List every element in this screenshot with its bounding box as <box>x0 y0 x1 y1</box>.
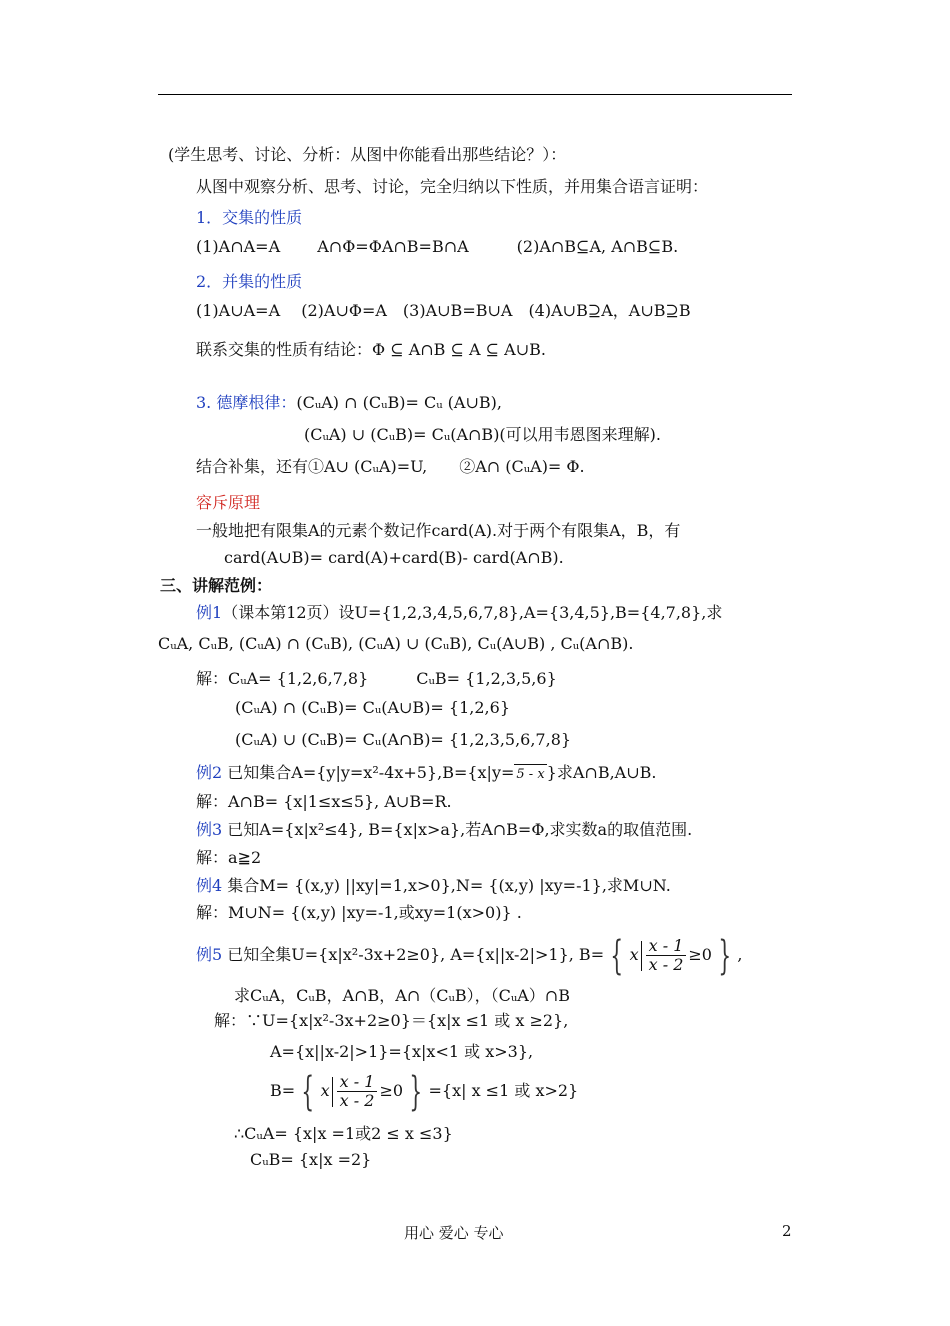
inclusion-exclusion-title: 容斥原理 <box>196 493 261 512</box>
fraction <box>646 937 687 974</box>
union-properties: (1)A∪A=A (2)A∪Φ=A (3)A∪B=B∪A (4)A∪B⊇A，A∪B⊇B <box>196 301 691 320</box>
right-brace: } <box>718 932 732 979</box>
complement-properties: 结合补集，还有①A∪ (CᵤA)=U, ②A∩ (CᵤA)= Φ. <box>196 457 585 476</box>
example-5-solution-5: CᵤB= {x|x =2} <box>250 1150 372 1169</box>
example-5-solution-3 <box>270 1066 578 1116</box>
intro-line-1: (学生思考、讨论、分析：从图中你能看出那些结论？）： <box>168 145 567 164</box>
de-morgan-law-2: (CᵤA) ∪ (CᵤB)= Cᵤ(A∩B)(可以用韦恩图来理解). <box>304 425 662 444</box>
comma: , <box>737 945 743 964</box>
example-4-text: 集合M= {(x,y) ||xy|=1,x>0},N= {(x,y) |xy=-1},求M∪N. <box>222 876 671 895</box>
fraction-denominator-2: x - 2 <box>339 1091 375 1110</box>
de-morgan-line-1 <box>196 393 502 413</box>
left-brace: { <box>610 932 624 979</box>
fraction-numerator: x - 1 <box>646 937 687 956</box>
de-morgan-law-1: (CᵤA) ∩ (CᵤB)= Cᵤ (A∪B), <box>296 393 502 412</box>
link-label: 联系交集的性质有结论： <box>196 340 373 359</box>
example-1-statement <box>196 603 722 623</box>
set-variable-2: x <box>320 1081 330 1100</box>
example-1-solution-1: 解：CᵤA= {1,2,6,7,8} CᵤB= {1,2,3,5,6} <box>196 669 557 688</box>
set-bar-2 <box>332 1077 333 1107</box>
example-5-statement <box>196 930 743 980</box>
example-2-text-a: 已知集合A={y|y=x²-4x+5},B={x|y= <box>222 763 515 782</box>
example-1-label: 例1 <box>196 603 223 622</box>
section-title-union: 2．并集的性质 <box>196 272 303 291</box>
link-formula: Φ ⊆ A∩B ⊆ A ⊆ A∪B. <box>372 340 546 359</box>
example-4-solution: 解：M∪N= {(x,y) |xy=-1,或xy=1(x>0)} . <box>196 903 522 922</box>
fraction-2 <box>337 1073 378 1110</box>
example-2-text-b: }求A∩B,A∪B. <box>546 763 657 782</box>
page-number: 2 <box>782 1222 792 1240</box>
footer-motto: 用心 爱心 专心 <box>404 1224 504 1242</box>
example-1-question: CᵤA, CᵤB, (CᵤA) ∩ (CᵤB), (CᵤA) ∪ (CᵤB), Cᵤ(A∪B) , Cᵤ(A∩B). <box>158 634 634 653</box>
example-3-label: 例3 <box>196 820 223 839</box>
inclusion-exclusion-line-1: 一般地把有限集A的元素个数记作card(A).对于两个有限集A，B，有 <box>196 521 681 540</box>
fraction-denominator: x - 2 <box>648 955 684 974</box>
example-5-solution-2: A={x||x-2|>1}={x|x<1 或 x>3}, <box>270 1042 534 1061</box>
example-1-text: （课本第12页）设U={1,2,3,4,5,6,7,8},A={3,4,5},B={4,7,8},求 <box>222 603 723 622</box>
set-bar <box>641 941 642 971</box>
example-1-solution-2: (CᵤA) ∩ (CᵤB)= Cᵤ(A∪B)= {1,2,6} <box>235 698 510 717</box>
b-result: ={x| x ≤1 或 x>2} <box>428 1081 579 1100</box>
example-2-label: 例2 <box>196 763 223 782</box>
sqrt-expression: 5 - x <box>514 764 546 785</box>
example-3-solution: 解：a≧2 <box>196 848 262 867</box>
ge-zero-2: ≥0 <box>379 1081 404 1100</box>
section-title-de-morgan: 3. 德摩根律： <box>196 393 297 412</box>
example-4-statement <box>196 876 671 896</box>
example-5-text: 已知全集U={x|x²-3x+2≥0}, A={x||x-2|>1}, B= <box>222 945 605 964</box>
example-1-solution-3: (CᵤA) ∪ (CᵤB)= Cᵤ(A∩B)= {1,2,3,5,6,7,8} <box>235 730 572 749</box>
example-5-label: 例5 <box>196 945 223 964</box>
link-conclusion <box>196 340 546 360</box>
section-title-examples: 三、讲解范例： <box>160 576 273 595</box>
example-2-statement <box>196 763 656 785</box>
example-5-solution-1: 解：∵U={x|x²-3x+2≥0}＝{x|x ≤1 或 x ≥2}, <box>214 1011 569 1030</box>
example-5-question: 求CᵤA，CᵤB，A∩B，A∩（CᵤB），（CᵤA）∩B <box>234 986 570 1005</box>
example-3-text: 已知A={x|x²≤4}, B={x|x>a},若A∩B=Φ,求实数a的取值范围. <box>222 820 693 839</box>
example-5-solution-4: ∴CᵤA= {x|x =1或2 ≤ x ≤3} <box>234 1124 453 1143</box>
right-brace-2: } <box>409 1068 423 1115</box>
b-equals: B= <box>270 1081 296 1100</box>
example-3-statement <box>196 820 692 840</box>
fraction-numerator-2: x - 1 <box>337 1073 378 1092</box>
header-rule <box>158 94 792 95</box>
example-4-label: 例4 <box>196 876 223 895</box>
section-title-intersection: 1．交集的性质 <box>196 208 303 227</box>
intro-line-2: 从图中观察分析、思考、讨论，完全归纳以下性质，并用集合语言证明： <box>196 177 709 196</box>
intersection-properties: (1)A∩A=A A∩Φ=ΦA∩B=B∩A (2)A∩B⊆A, A∩B⊆B. <box>196 237 679 256</box>
example-2-solution: 解：A∩B= {x|1≤x≤5}, A∪B=R. <box>196 792 452 811</box>
inclusion-exclusion-formula: card(A∪B)= card(A)+card(B)- card(A∩B). <box>224 548 564 567</box>
set-variable: x <box>629 945 639 964</box>
ge-zero: ≥0 <box>688 945 712 964</box>
left-brace-2: { <box>301 1068 315 1115</box>
